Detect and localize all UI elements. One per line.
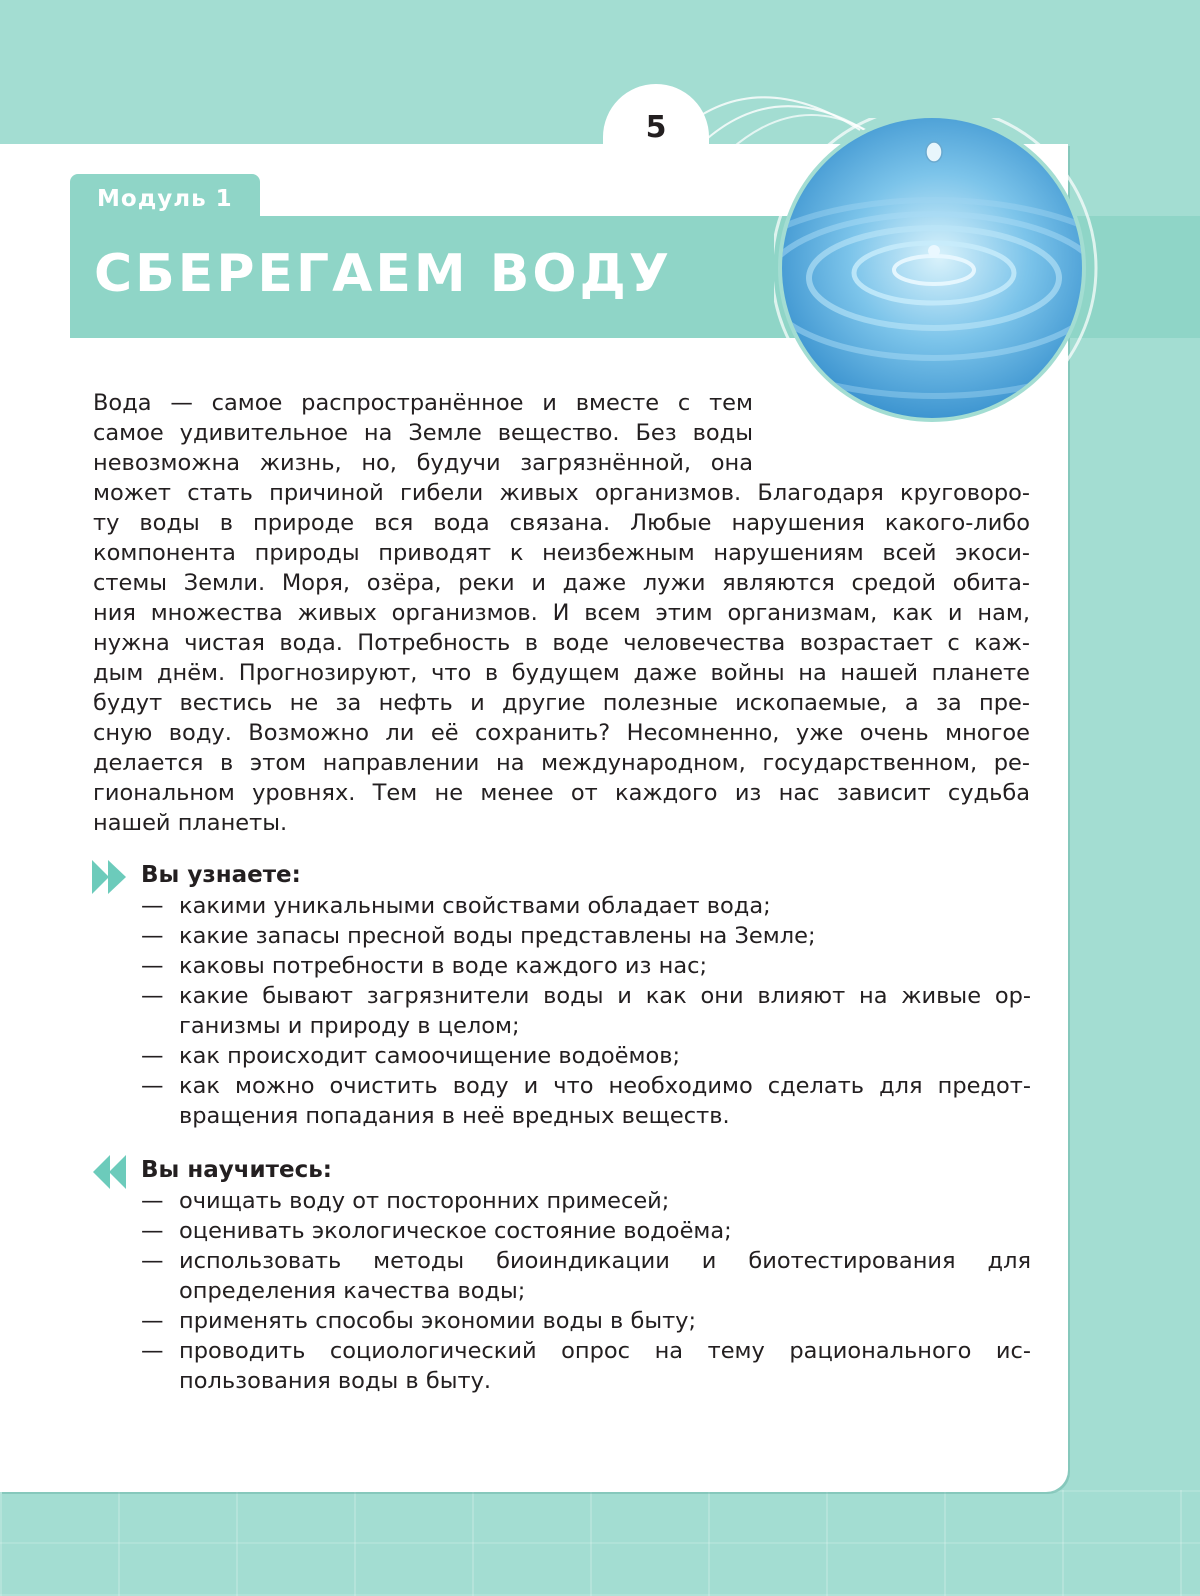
list-item [141,1336,1031,1396]
list-item [141,981,1031,1041]
list-item-text: очищать воду от посторонних примесей; [179,1188,670,1214]
water-drop-photo [774,118,1104,428]
list-item [141,891,1031,921]
intro-line: компонента природы приводят к неизбежным нарушениям всей экоси- [93,540,1030,566]
list-item-text: пользования воды в быту. [179,1368,492,1394]
list-item-text: использовать методы биоиндикации и биотестирования для [179,1248,1031,1274]
list-item-text: определения качества воды; [179,1278,526,1304]
list-dash: — [141,983,164,1009]
list-item [141,1246,1031,1306]
page-title: СБЕРЕГАЕМ ВОДУ [94,244,672,304]
intro-line: Вода — самое распространённое и вместе с тем [93,390,753,416]
page-number: 5 [645,110,667,145]
intro-line: может стать причиной гибели живых организмов. Благодаря круговоро- [93,480,1030,506]
bottom-pattern-band [0,1490,1200,1596]
list-item [141,1041,1031,1071]
list-item-text: как происходит самоочищение водоёмов; [179,1043,681,1069]
rewind-arrow-icon [92,1155,128,1189]
intro-line: делается в этом направлении на международном, государственном, ре- [93,750,1030,776]
intro-line: нужна чистая вода. Потребность в воде человечества возрастает с каж- [93,630,1030,656]
intro-line: ния множества живых организмов. И всем этим организмам, как и нам, [93,600,1030,626]
intro-line: будут вестись не за нефть и другие полезные ископаемые, а за пре- [93,690,1030,716]
list-item-text: какие бывают загрязнители воды и как они влияют на живые ор- [179,983,1031,1009]
list-dash: — [141,893,164,919]
list-dash: — [141,1188,164,1214]
intro-line: самое удивительное на Земле вещество. Без воды [93,420,753,446]
list-item-text: как можно очистить воду и что необходимо сделать для предот- [179,1073,1031,1099]
skills-heading: Вы научитесь: [141,1157,332,1183]
list-item [141,1186,1031,1216]
learn-list [141,891,1031,1131]
list-item-text: проводить социологический опрос на тему рационального ис- [179,1338,1031,1364]
list-dash: — [141,1308,164,1334]
forward-arrow-icon [92,860,128,894]
intro-line: ту воды в природе вся вода связана. Любые нарушения какого-либо [93,510,1030,536]
skills-list [141,1186,1031,1396]
list-item-text: вращения попадания в неё вредных веществ. [179,1103,730,1129]
list-item [141,1071,1031,1131]
intro-line: невозможна жизнь, но, будучи загрязнённой, она [93,450,753,476]
list-dash: — [141,1338,164,1364]
list-item-text: какие запасы пресной воды представлены на Земле; [179,923,816,949]
list-dash: — [141,923,164,949]
learn-heading: Вы узнаете: [141,862,301,888]
list-dash: — [141,953,164,979]
list-item [141,951,1031,981]
list-item [141,1306,1031,1336]
list-item-text: оценивать экологическое состояние водоёма; [179,1218,732,1244]
list-item [141,921,1031,951]
list-item-text: какими уникальными свойствами обладает вода; [179,893,771,919]
intro-paragraph [93,388,1030,838]
list-item [141,1216,1031,1246]
list-dash: — [141,1218,164,1244]
list-dash: — [141,1043,164,1069]
intro-line: нашей планеты. [93,810,288,836]
module-label: Модуль 1 [97,186,233,212]
list-dash: — [141,1073,164,1099]
list-item-text: ганизмы и природу в целом; [179,1013,520,1039]
list-item-text: каковы потребности в воде каждого из нас; [179,953,708,979]
intro-line: гиональном уровнях. Тем не менее от каждого из нас зависит судьба [93,780,1030,806]
intro-line: стемы Земли. Моря, озёра, реки и даже лужи являются средой обита- [93,570,1030,596]
list-item-text: применять способы экономии воды в быту; [179,1308,697,1334]
intro-line: дым днём. Прогнозируют, что в будущем даже войны на нашей планете [93,660,1030,686]
list-dash: — [141,1248,164,1274]
intro-line: сную воду. Возможно ли её сохранить? Несомненно, уже очень многое [93,720,1030,746]
